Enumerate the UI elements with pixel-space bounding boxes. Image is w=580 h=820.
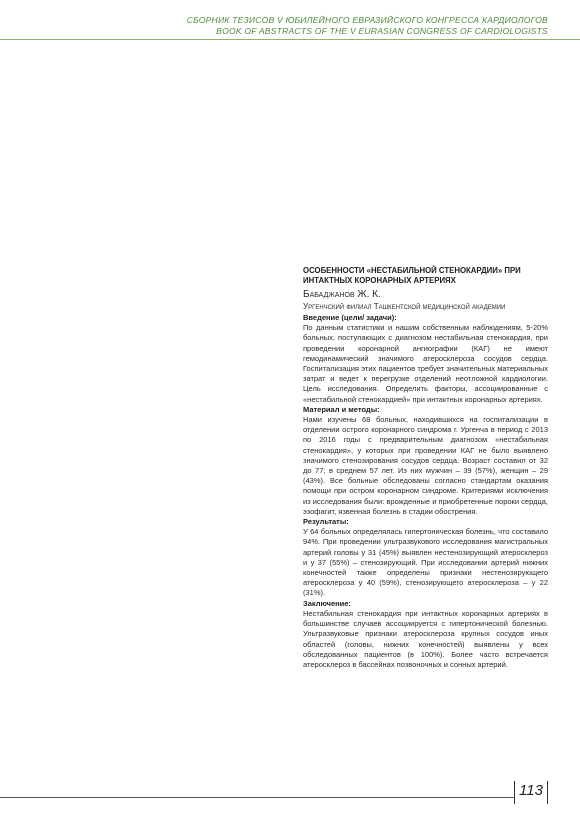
author-name: Бабаджанов Ж. К. (303, 289, 381, 300)
article-title: ОСОБЕННОСТИ «НЕСТАБИЛЬНОЙ СТЕНОКАРДИИ» ПРИ ИНТАКТНЫХ КОРОНАРНЫХ АРТЕРИЯХ (303, 266, 521, 285)
header-rule (0, 39, 580, 40)
section-text-methods: Нами изучены 68 больных, находившихся на госпитализации в отделении острого коронарного синдрома г. Ургенча в период с 2013 по 2016 годы с предварительным диагнозом «нестабильная стенокардия», у которых при проведении КАГ не было выявлено значимого стенозирования сосудов сердца. Возраст составил от 32 до 77; в среднем 57 лет. Из них мужчин – 39 (57%), женщин – 29 (43%). Все больные обследованы согласно стандартам оказания помощи при остром коронарном синдроме. Критериями исключения из исследования были: врожденные и приобретенные пороки сердца, эзофагит, язвенная болезнь в стадии обострения. (303, 415, 548, 516)
section-heading-introduction: Введение (цели/ задачи): (303, 313, 397, 322)
page-number: 113 (519, 782, 543, 799)
section-heading-conclusion: Заключение: (303, 598, 351, 608)
header-line-russian: СБОРНИК ТЕЗИСОВ V ЮБИЛЕЙНОГО ЕВРАЗИЙСКОГО КОНГРЕССА КАРДИОЛОГОВ (186, 15, 548, 25)
page-number-right-bar (547, 781, 548, 804)
abstract-column (303, 266, 548, 670)
header-line-english: BOOK OF ABSTRACTS OF THE V EURASIAN CONGRESS OF CARDIOLOGISTS (216, 25, 548, 36)
section-text-results: У 64 больных определялась гипертоническая болезнь, что составило 94%. При проведении ультразвукового исследования магистральных артерий головы у 31 (45%) выявлен нестенозирующий атеросклероз и у 37 (55%) – стенозирующий. При исследовании артерий нижних конечностей также определены признаки нестенозирующего атеросклероза у 40 (59%), стенозирующего атеросклероза – у 22 (31%). (303, 527, 548, 598)
section-heading-results: Результаты: (303, 517, 349, 527)
footer-rule (0, 797, 514, 798)
section-text-conclusion: Нестабильная стенокардия при интактных коронарных артериях в большинстве случаев ассоциируется с гипертонической болезнью. Ультразвуковые признаки атеросклероза крупных сосудов иных областей (головы, нижних конечностей) выявлены у всех обследованных пациентов (в 100%). Более часто встречается атеросклероз в бассейнах позвоночных и сонных артерий. (303, 608, 548, 669)
running-header (187, 15, 548, 36)
section-text-introduction: По данным статистики и нашим собственным наблюдениям, 5-20% больных, поступающих с диагнозом нестабильная стенокардия, при проведении коронарной ангиографии (КАГ) не имеют гемодинамический значимого атеросклероза сосудов сердца. Госпитализация этих пациентов требует значительных материальных затрат и ведет к перегрузке отделений неотложной кардиологии. Цель исследования. Определить факторы, ассоциированные с «нестабильной стенокардией» при интактных коронарных артериях. (303, 323, 548, 404)
section-heading-methods: Материал и методы: (303, 404, 380, 414)
author-affiliation: Ургенчский филиал Ташкентской медицинской академии (303, 302, 506, 311)
